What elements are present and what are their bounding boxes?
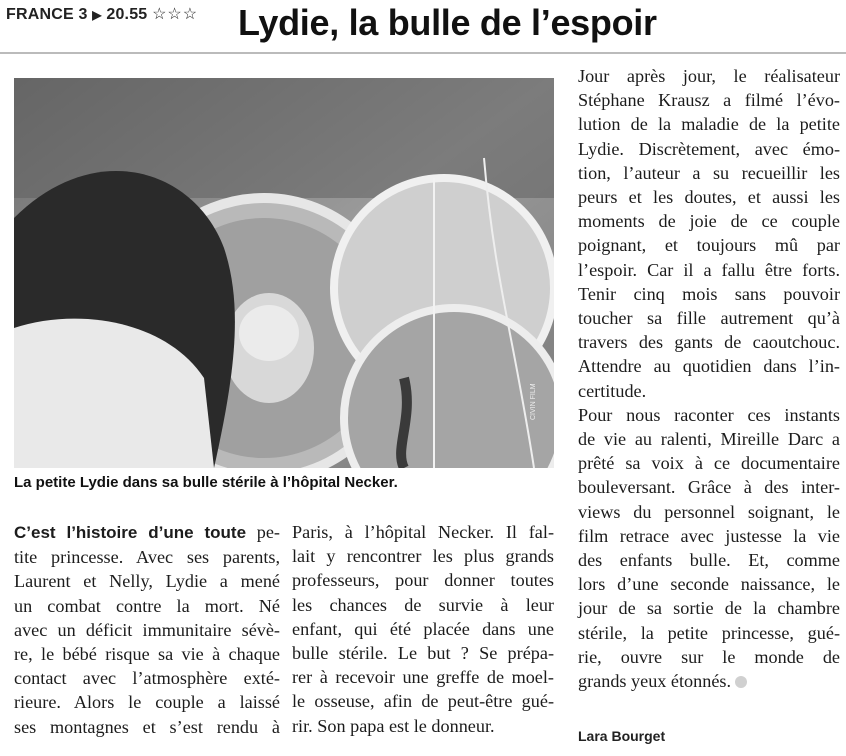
- arrow-icon: ▶: [92, 8, 102, 22]
- header-divider: [0, 52, 846, 54]
- photo-credit: CIVIN FILM: [530, 383, 537, 420]
- text-line: moments de joie de ce couple: [578, 211, 840, 232]
- text-line-fragment: grands yeux étonnés.: [578, 671, 732, 692]
- text-line: Attendre au quotidien dans l’in-: [578, 356, 840, 377]
- text-line: Lydie. Discrètement, avec émo-: [578, 138, 840, 159]
- text-line: enfant, qui été placée dans une: [292, 618, 554, 639]
- article-column-3: [578, 64, 840, 693]
- text-line: Jour après jour, le réalisateur: [578, 66, 840, 86]
- photo-caption: La petite Lydie dans sa bulle stérile à l’hôpital Necker.: [14, 474, 398, 491]
- text-line-fragment: pe-: [256, 522, 280, 542]
- text-line: l’espoir. Car il a fallu être forts.: [578, 259, 840, 280]
- text-line: avec un déficit immunitaire sévè-: [14, 619, 280, 640]
- text-line: les chances de survie à leur: [292, 594, 554, 615]
- rating-stars: ☆☆☆: [152, 6, 199, 23]
- text-line: bouleversant. Grâce à des inter-: [578, 477, 840, 498]
- author-byline: Lara Bourget: [578, 728, 666, 744]
- text-line-final: [578, 669, 840, 693]
- text-line: peurs et les doutes, et aussi les: [578, 187, 840, 208]
- incubator-photo-illustration: [14, 78, 554, 468]
- channel-name: FRANCE 3: [6, 6, 88, 23]
- text-line: stérile, la petite princesse, gué-: [578, 622, 840, 643]
- text-line: un combat contre la mort. Né: [14, 595, 280, 616]
- text-line: prêté sa voix à ce documentaire: [578, 453, 840, 474]
- text-line: views du personnel soignant, le: [578, 501, 840, 522]
- article-photo: [14, 78, 554, 468]
- text-line: lors d’une seconde naissance, le: [578, 574, 840, 595]
- text-line: rir. Son papa est le donneur.: [292, 715, 495, 736]
- text-line: rer à recevoir une greffe de moel-: [292, 667, 554, 688]
- end-mark-icon: [735, 676, 747, 688]
- text-line: film retrace avec justesse la vie: [578, 525, 840, 546]
- article-column-2: [292, 520, 554, 738]
- channel-time-label: [6, 4, 198, 24]
- text-line: des enfants bulle. Et, comme: [578, 550, 840, 571]
- text-line: rie, ouvre sur le monde de: [578, 646, 840, 667]
- text-line: Stéphane Krausz a filmé l’évo-: [578, 90, 840, 111]
- text-line: travers des gants de caoutchouc.: [578, 332, 840, 353]
- text-line: contact avec l’atmosphère exté-: [14, 668, 280, 689]
- text-line: de vie au ralenti, Mireille Darc a: [578, 429, 840, 450]
- article-lead: C’est l’histoire d’une toute: [14, 523, 247, 542]
- text-line: poignant, et toujours mû par: [578, 235, 840, 256]
- text-line: Pour nous raconter ces instants: [578, 404, 840, 425]
- text-line: re, le bébé risque sa vie à chaque: [14, 644, 280, 665]
- text-line: tite princesse. Avec ses parents,: [14, 547, 280, 568]
- article-header: [0, 0, 846, 48]
- broadcast-time: 20.55: [106, 6, 148, 23]
- text-line: Tenir cinq mois sans pouvoir: [578, 283, 840, 304]
- text-line: lait y rencontrer les plus grands: [292, 546, 554, 567]
- text-line: lution de la maladie de la petite: [578, 114, 840, 135]
- text-line: Paris, à l’hôpital Necker. Il fal-: [292, 522, 554, 542]
- text-line: jour de sa sortie de la chambre: [578, 598, 840, 619]
- text-line: ses montagnes et s’est rendu à: [14, 716, 280, 737]
- text-line: Laurent et Nelly, Lydie a mené: [14, 571, 280, 592]
- text-line: toucher sa fille autrement qu’à: [578, 308, 840, 329]
- text-line: le osseuse, afin de peut-être gué-: [292, 691, 554, 712]
- text-line: bulle stérile. Le but ? Se prépa-: [292, 643, 554, 664]
- text-line: professeurs, pour donner toutes: [292, 570, 554, 591]
- text-line: tion, l’auteur a su recueillir les: [578, 162, 840, 183]
- text-line: [14, 520, 280, 545]
- text-line: rieure. Alors le couple a laissé: [14, 692, 280, 713]
- article-title: Lydie, la bulle de l’espoir: [238, 2, 657, 43]
- article-column-1: [14, 520, 280, 739]
- text-line: certitude.: [578, 380, 647, 401]
